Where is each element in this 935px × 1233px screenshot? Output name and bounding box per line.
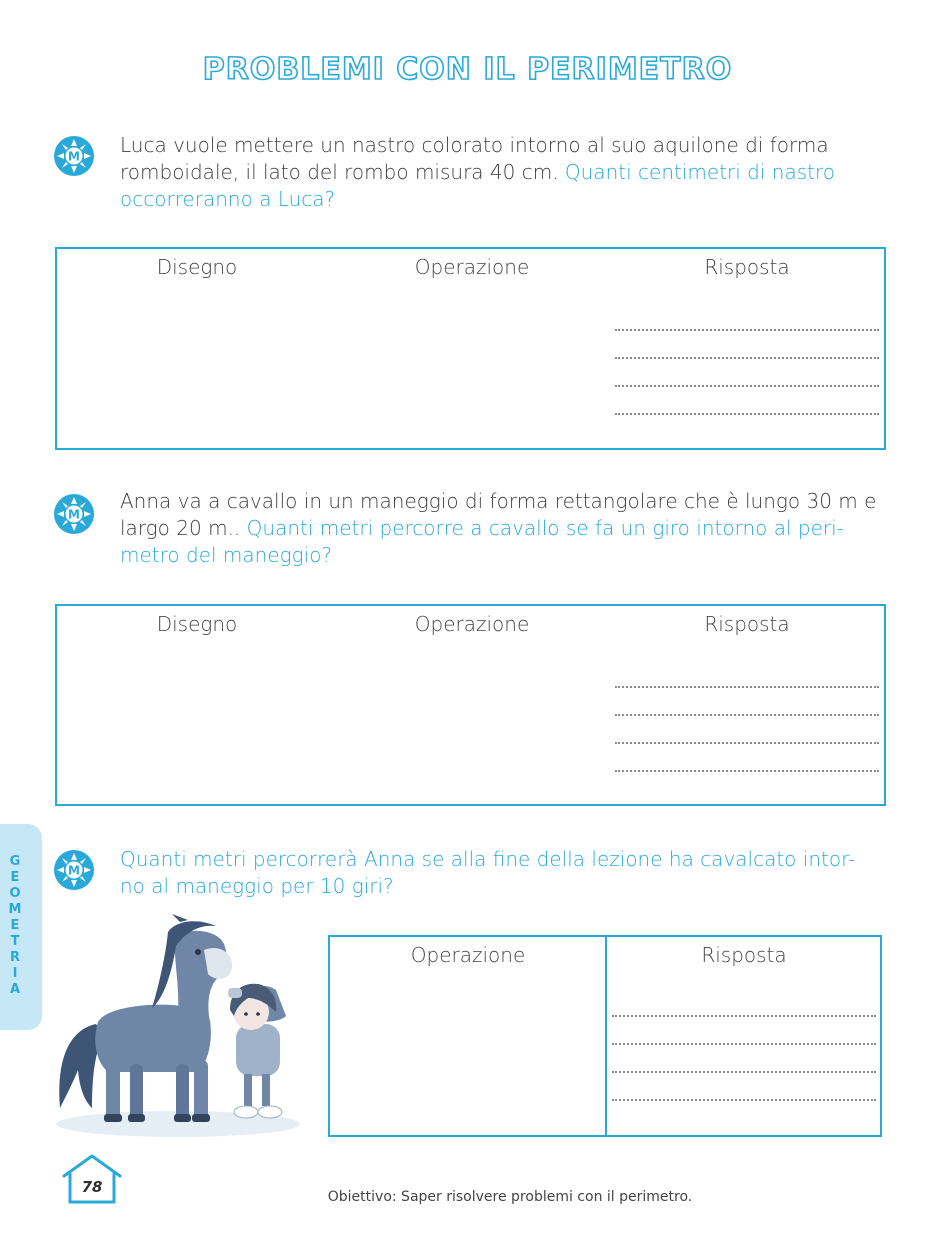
column-risposta: Risposta xyxy=(701,943,787,967)
horse-and-girl-illustration xyxy=(48,912,308,1142)
problem-2-text: Anna va a cavallo in un maneggio di forma rettangolare che è lungo 30 m e largo 20 m.. Quanti metri percorre a cavallo se fa un giro intorno al peri-metro del maneggio? xyxy=(120,489,877,567)
section-tab-label: G E O M E T R I A xyxy=(8,854,22,997)
answer-line[interactable] xyxy=(615,413,879,415)
answer-line[interactable] xyxy=(615,714,879,716)
problem-1-text: Luca vuole mettere un nastro colorato intorno al suo aquilone di forma romboidale, il lato del rombo misura 40 cm. Quanti centimetri di nastro occorreranno a Luca? xyxy=(120,133,835,211)
column-risposta: Risposta xyxy=(704,255,790,279)
page-number: 78 xyxy=(81,1178,103,1196)
answer-line[interactable] xyxy=(615,686,879,688)
column-disegno: Disegno xyxy=(156,255,238,279)
answer-line[interactable] xyxy=(615,770,879,772)
svg-text:M: M xyxy=(68,149,80,164)
column-operazione: Operazione xyxy=(414,612,530,636)
section-tab xyxy=(0,824,42,1030)
m-badge-icon xyxy=(52,848,96,892)
problem-3-text xyxy=(120,846,880,900)
problem-3-question: Quanti metri percorrerà Anna se alla fine della lezione ha cavalcato intor-no al maneggio per 10 giri? xyxy=(120,847,856,898)
column-disegno: Disegno xyxy=(156,612,238,636)
column-risposta: Risposta xyxy=(704,612,790,636)
answer-box-1 xyxy=(55,247,886,450)
svg-text:M: M xyxy=(68,863,80,878)
footer-objective: Obiettivo: Saper risolvere problemi con il perimetro. xyxy=(327,1189,693,1205)
answer-line[interactable] xyxy=(615,357,879,359)
answer-line[interactable] xyxy=(615,329,879,331)
column-divider xyxy=(605,937,607,1135)
problem-2-question: Quanti metri percorre a cavallo se fa un giro intorno al peri-metro del maneggio? xyxy=(120,516,844,567)
answer-line[interactable] xyxy=(612,1015,876,1017)
svg-text:M: M xyxy=(68,507,80,522)
answer-box-3 xyxy=(328,935,882,1137)
page-title: PROBLEMI CON IL PERIMETRO xyxy=(202,52,733,87)
answer-line[interactable] xyxy=(612,1071,876,1073)
column-operazione: Operazione xyxy=(414,255,530,279)
m-badge-icon xyxy=(52,134,96,178)
answer-line[interactable] xyxy=(615,385,879,387)
column-operazione: Operazione xyxy=(410,943,526,967)
answer-line[interactable] xyxy=(612,1043,876,1045)
problem-1-question: Quanti centimetri di nastro occorreranno a Luca? xyxy=(120,160,835,211)
m-badge-icon xyxy=(52,492,96,536)
answer-line[interactable] xyxy=(615,742,879,744)
answer-box-2 xyxy=(55,604,886,806)
answer-line[interactable] xyxy=(612,1099,876,1101)
